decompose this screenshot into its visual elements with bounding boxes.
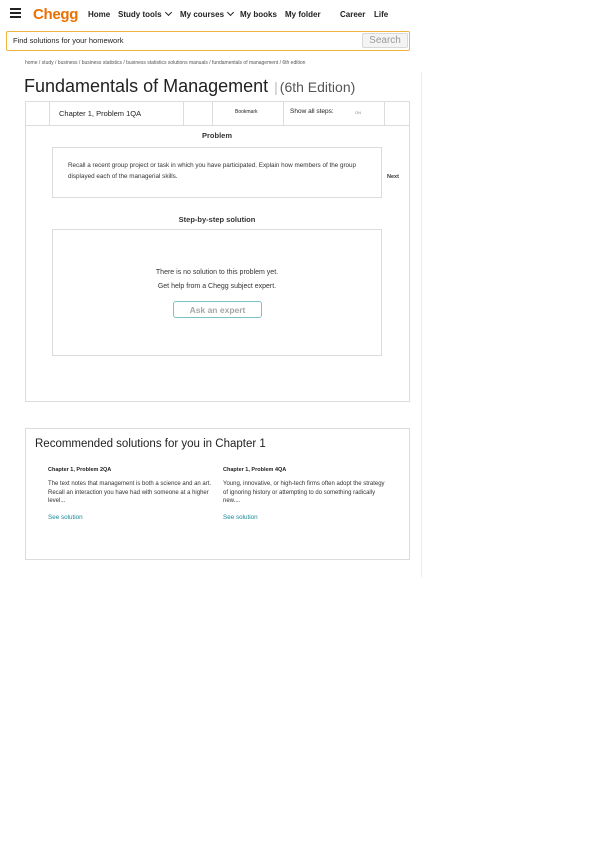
hamburger-menu-icon[interactable] [10, 8, 21, 18]
bookmark-button[interactable]: Bookmark [235, 109, 258, 115]
recommended-item-title: Chapter 1, Problem 4QA [223, 467, 287, 473]
search-button[interactable]: Search [362, 33, 408, 48]
recommended-title: Recommended solutions for you in Chapter 1 [35, 438, 266, 450]
show-all-steps-label: Show all steps: [290, 108, 334, 115]
title-divider: | [274, 79, 278, 95]
nav-item-home[interactable] [88, 10, 110, 19]
solution-heading: Step-by-step solution [178, 215, 256, 224]
next-problem-button[interactable]: Next [387, 174, 399, 180]
recommended-item-title: Chapter 1, Problem 2QA [48, 467, 112, 473]
nav-item-label: Career [340, 10, 366, 19]
nav-item-life[interactable] [374, 10, 388, 19]
recommended-item-description: The text notes that management is both a science and an art. Recall an interaction you have had with someone at a higher level... [48, 481, 212, 505]
chevron-down-icon [165, 9, 172, 16]
problem-text: Recall a recent group project or task in which you have participated. Explain how members of the group displayed each of the managerial skills. [68, 162, 357, 180]
search-input[interactable] [13, 32, 353, 49]
nav-item-label: Life [374, 10, 389, 19]
chapter-problem-selector[interactable]: Chapter 1, Problem 1QA [59, 109, 142, 118]
ask-expert-button[interactable]: Ask an expert [173, 301, 262, 318]
chevron-down-icon [227, 9, 234, 16]
nav-item-career[interactable] [340, 10, 365, 19]
toolbar-divider [49, 101, 50, 126]
problem-heading: Problem [201, 131, 232, 140]
nav-item-study-tools[interactable] [118, 10, 171, 19]
toolbar-divider [384, 101, 385, 126]
nav-item-label: Home [88, 10, 111, 19]
book-edition: (6th Edition) [279, 79, 356, 95]
chegg-logo[interactable]: Chegg [33, 6, 79, 23]
sidebar-divider [421, 72, 422, 577]
nav-item-my-folder[interactable] [285, 10, 321, 19]
nav-item-my-books[interactable] [240, 10, 277, 19]
recommended-item-description: Young, innovative, or high-tech firms often adopt the strategy of ignoring history or attempting to do something radically new.... [223, 481, 385, 505]
see-solution-link[interactable]: See solution [223, 514, 258, 521]
book-title: Fundamentals of Management [24, 76, 269, 96]
no-solution-message: There is no solution to this problem yet. [155, 269, 279, 276]
page-title [24, 76, 355, 97]
nav-item-label: My folder [285, 10, 321, 19]
nav-item-my-courses[interactable] [180, 10, 233, 19]
search-bar [6, 31, 410, 51]
nav-item-label: My courses [180, 10, 225, 19]
breadcrumb[interactable]: home / study / business / business statistics / business statistics solutions manuals / fundamentals of management / 6th edition [25, 60, 306, 66]
nav-item-label: My books [240, 10, 277, 19]
expert-help-message: Get help from a Chegg subject expert. [157, 283, 277, 290]
toolbar-divider [283, 101, 284, 126]
solution-box [52, 229, 382, 356]
toolbar-divider [212, 101, 213, 126]
see-solution-link[interactable]: See solution [48, 514, 83, 521]
previous-problem-button[interactable] [26, 102, 49, 125]
nav-item-label: Study tools [118, 10, 162, 19]
toolbar-divider [183, 101, 184, 126]
show-all-steps-toggle[interactable]: ON [355, 110, 361, 115]
